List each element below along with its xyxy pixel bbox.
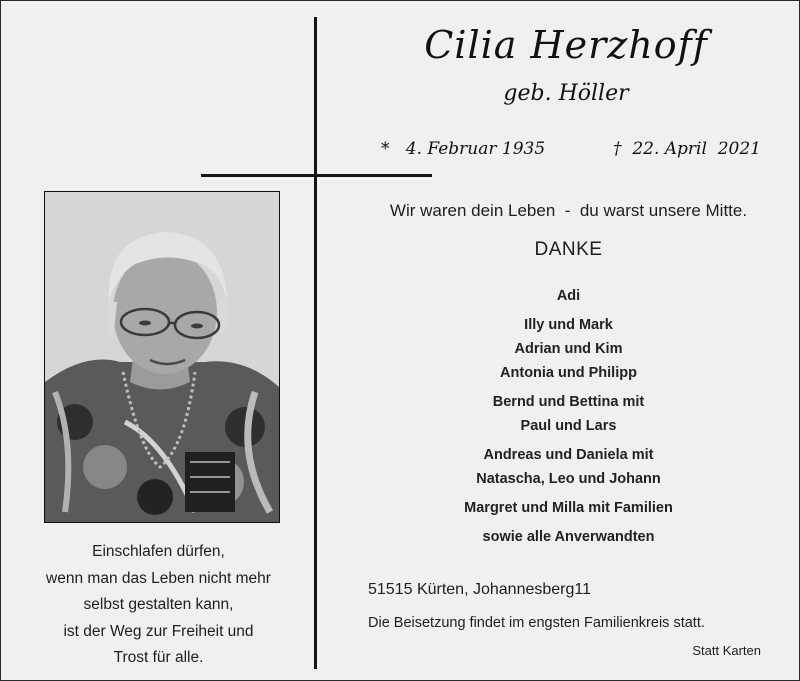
poem-line: Trost für alle. — [113, 649, 204, 666]
mourner-line: Paul und Lars — [520, 418, 617, 434]
mourner-group — [351, 496, 786, 520]
mourner-group — [351, 390, 786, 438]
life-dates — [381, 139, 761, 159]
death-date: † 22. April 2021 — [613, 139, 761, 159]
mourner-group — [351, 443, 786, 491]
maiden-name: geb. Höller — [503, 81, 629, 106]
deceased-name: Cilia Herzhoff — [424, 23, 708, 67]
mourner-line: Illy und Mark — [524, 317, 613, 333]
poem-line: wenn man das Leben nicht mehr — [46, 569, 271, 587]
mourner-line: Antonia und Philipp — [500, 365, 637, 381]
mourner-group — [351, 525, 786, 549]
mourner-line: Andreas und Daniela mit — [483, 447, 654, 463]
mourner-line: Margret und Milla mit Familien — [464, 500, 673, 516]
statt-karten-note: Statt Karten — [692, 643, 761, 658]
portrait-illustration — [45, 192, 279, 522]
poem — [21, 539, 296, 672]
thanks-heading: DANKE — [534, 239, 603, 260]
poem-line: ist der Weg zur Freiheit und — [63, 622, 254, 640]
address: 51515 Kürten, Johannesberg11 — [368, 581, 591, 598]
mourners-list — [351, 284, 786, 554]
mourner-group — [351, 284, 786, 308]
mourner-line: Natascha, Leo und Johann — [476, 471, 661, 487]
burial-note: Die Beisetzung findet im engsten Familienkreis statt. — [368, 615, 705, 631]
birth-date: * 4. Februar 1935 — [381, 139, 546, 159]
cross-vertical-bar — [314, 17, 317, 669]
portrait-photo — [44, 191, 280, 523]
mourner-line: sowie alle Anverwandten — [482, 529, 655, 545]
poem-line: Einschlafen dürfen, — [92, 543, 225, 560]
poem-line: selbst gestalten kann, — [83, 596, 234, 613]
quote: Wir waren dein Leben - du warst unsere Mitte. — [389, 201, 748, 220]
mourner-group — [351, 313, 786, 385]
mourner-line: Adi — [556, 288, 581, 304]
cross-horizontal-bar — [201, 174, 432, 177]
mourner-line: Bernd und Bettina mit — [492, 394, 645, 410]
mourner-line: Adrian und Kim — [514, 341, 623, 357]
